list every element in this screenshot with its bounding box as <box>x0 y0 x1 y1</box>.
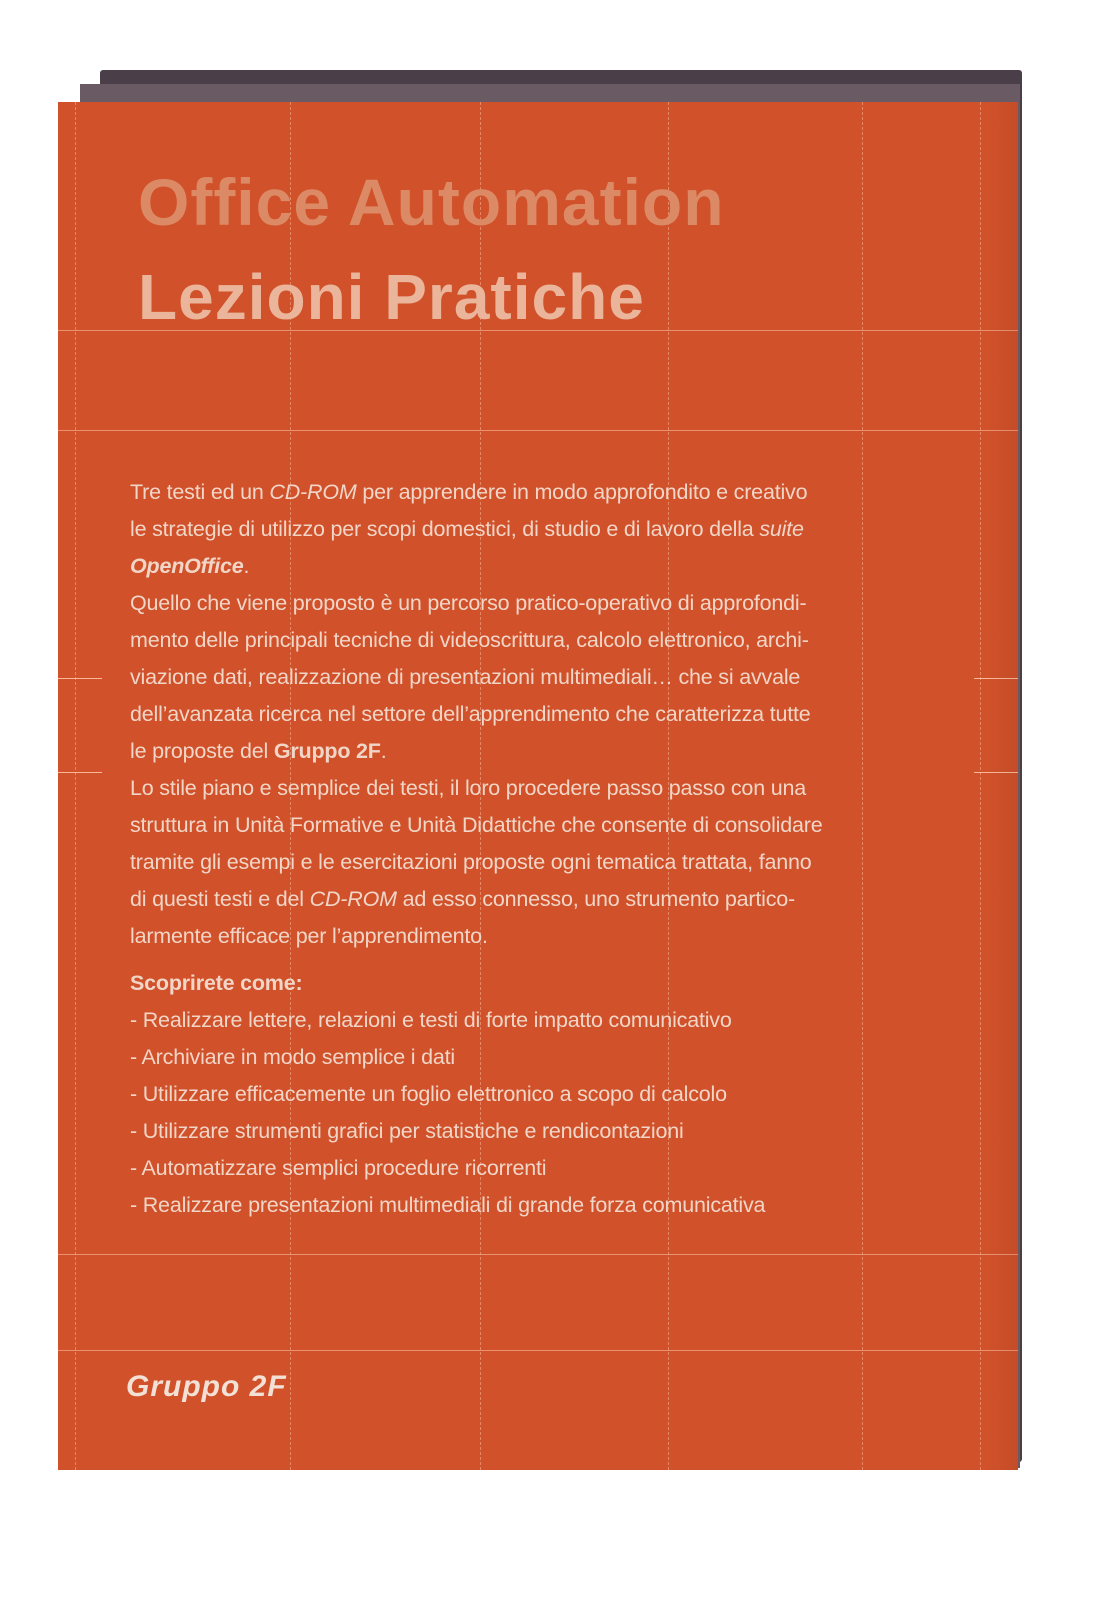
paragraph-line <box>130 696 950 733</box>
book-back-cover <box>58 102 1018 1470</box>
text-segment: CD-ROM <box>309 887 397 911</box>
description <box>130 474 950 1224</box>
list-item: - Utilizzare efficacemente un foglio elettronico a scopo di calcolo <box>130 1082 727 1106</box>
divider-line <box>58 1254 1018 1255</box>
list-item: - Archiviare in modo semplice i dati <box>130 1045 455 1069</box>
text-segment: OpenOffice <box>130 554 244 578</box>
text-segment: CD-ROM <box>269 480 357 504</box>
paragraph-line <box>130 844 950 881</box>
guide-line <box>75 102 76 1470</box>
paragraph-line <box>130 770 950 807</box>
paragraph-line <box>130 622 950 659</box>
text-segment: . <box>380 739 387 763</box>
paragraph-line <box>130 918 950 955</box>
list-item: - Realizzare lettere, relazioni e testi di forte impatto comunicativo <box>130 1008 732 1032</box>
list-item: - Realizzare presentazioni multimediali di grande forza comunicativa <box>130 1193 766 1217</box>
divider-line <box>58 1350 1018 1351</box>
margin-tick <box>58 678 102 679</box>
text-segment: mento delle principali tecniche di videoscrittura, calcolo elettronico, archi- <box>130 628 809 652</box>
list-item: - Automatizzare semplici procedure ricorrenti <box>130 1156 547 1180</box>
description-paragraph <box>130 474 950 955</box>
paragraph-line <box>130 733 950 770</box>
feature-list <box>130 1002 950 1224</box>
paragraph-line <box>130 585 950 622</box>
text-segment: Lo stile piano e semplice dei testi, il loro procedere passo passo con una <box>130 776 806 800</box>
paragraph-line <box>130 511 950 548</box>
paragraph-line <box>130 548 950 585</box>
text-segment: Tre testi ed un <box>130 480 270 504</box>
text-segment: . <box>243 554 250 578</box>
text-segment: di questi testi e del <box>130 887 310 911</box>
text-segment: tramite gli esempi e le esercitazioni proposte ogni tematica trattata, fanno <box>130 850 812 874</box>
title-line-1: Office Automation <box>138 165 725 239</box>
text-segment: struttura in Unità Formative e Unità Didattiche che consente di consolidare <box>130 813 823 837</box>
text-segment: suite <box>759 517 804 541</box>
paragraph-line <box>130 881 950 918</box>
title-line-2: Lezioni Pratiche <box>138 261 645 333</box>
text-segment: dell’avanzata ricerca nel settore dell’apprendimento che caratterizza tutte <box>130 702 811 726</box>
text-segment: larmente efficace per l’apprendimento. <box>130 924 488 948</box>
text-segment: per apprendere in modo approfondito e creativo <box>356 480 808 504</box>
paragraph-line <box>130 474 950 511</box>
text-segment: Quello che viene proposto è un percorso pratico-operativo di approfondi- <box>130 591 807 615</box>
divider-line <box>58 430 1018 431</box>
margin-tick <box>58 772 102 773</box>
margin-tick <box>974 772 1018 773</box>
text-segment: le proposte del <box>130 739 274 763</box>
list-heading: Scoprirete come: <box>130 971 303 995</box>
guide-line <box>980 102 981 1470</box>
paragraph-line <box>130 807 950 844</box>
text-segment: ad esso connesso, uno strumento partico- <box>396 887 795 911</box>
list-item: - Utilizzare strumenti grafici per statistiche e rendicontazioni <box>130 1119 684 1143</box>
paragraph-line <box>130 659 950 696</box>
publisher-name: Gruppo 2F <box>126 1370 287 1403</box>
text-segment: viazione dati, realizzazione di presentazioni multimediali… che si avvale <box>130 665 801 689</box>
text-segment: le strategie di utilizzo per scopi domestici, di studio e di lavoro della <box>130 517 760 541</box>
text-segment: Gruppo 2F <box>273 739 381 763</box>
margin-tick <box>974 678 1018 679</box>
